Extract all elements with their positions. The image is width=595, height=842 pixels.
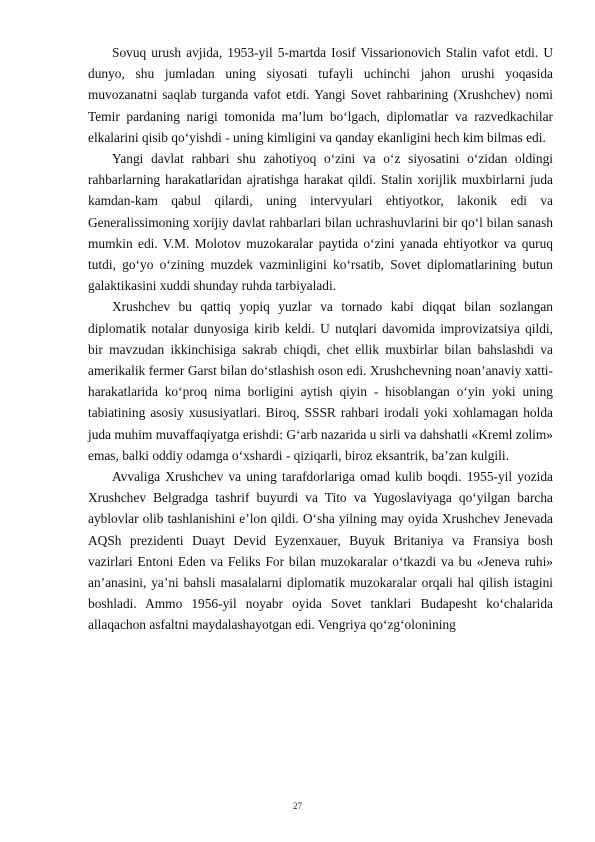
document-body xyxy=(88,42,553,636)
paragraph-new-leader-style: Yangi davlat rahbari shu zahotiyoq o‘zini va o‘z siyosatini o‘zidan oldingi rahbarlarning harakatlaridan ajratishga harakat qildi. Stalin xorijlik muxbirlarni juda kamdan-kam qabul qilardi, uning intervyulari ehtiyotkor, lakonik edi va Generalissimoning xorijiy davlat rahbarlari bilan uchrashuvlarini bir qo‘l bilan sanash mumkin edi. V.M. Molotov muzokaralar paytida o‘zini yanada ehtiyotkor va quruq tutdi, go‘yo o‘zining muzdek vazminligini ko‘rsatib, Sovet diplomatlarining butun galaktikasini xuddi shunday ruhda tarbiyaladi. xyxy=(88,151,553,294)
paragraph-stalin-death: Sovuq urush avjida, 1953-yil 5-martda Iosif Vissarionovich Stalin vafot etdi. U dunyo, shu jumladan uning siyosati tufayli uchinchi jahon urushi yoqasida muvozanatni saqlab turganda vafot etdi. Yangi Sovet rahbarining (Xrushchev) nomi Temir pardaning narigi tomonida ma’lum bo‘lgach, diplomatlar va razvedkachilar elkalarini qisib qo‘yishdi - uning kimligini va qanday ekanligini hech kim bilmas edi. xyxy=(88,45,553,145)
paragraph-khrushchev-diplomacy: Xrushchev bu qattiq yopiq yuzlar va tornado kabi diqqat bilan sozlangan diplomatik notalar dunyosiga kirib keldi. U nutqlari davomida improvizatsiya qildi, bir mavzudan ikkinchisiga sakrab chiqdi, chet ellik muxbirlar bilan bahslashdi va amerikalik fermer Garst bilan do‘stlashish oson edi. Xrushchevning noan’anaviy xatti-harakatlarida ko‘proq nima borligini aytish qiyin - hisoblangan o‘yin yoki uning tabiatining asosiy xususiyatlari. Biroq, SSSR rahbari irodali yoki xohlamagan holda juda muhim muvaffaqiyatga erishdi: G‘arb nazarida u sirli va dahshatli «Kreml zolim» emas, balki oddiy odamga o‘xshardi - qiziqarli, biroz eksantrik, ba’zan kulgili. xyxy=(88,299,553,463)
page-number: 27 xyxy=(293,801,302,811)
paragraph-early-successes: Avvaliga Xrushchev va uning tarafdorlariga omad kulib boqdi. 1955-yil yozida Xrushchev Belgradga tashrif buyurdi va Tito va Yugoslaviyaga qo‘yilgan barcha ayblovlar olib tashlanishini e’lon qildi. O‘sha yilning may oyida Xrushchev Jenevada AQSh prezidenti Duayt Devid Eyzenxauer, Buyuk Britaniya va Fransiya bosh vazirlari Entoni Eden va Feliks For bilan muzokaralar o‘tkazdi va bu «Jeneva ruhi» an’anasini, ya’ni bahsli masalalarni diplomatik muzokaralar orqali hal qilish istagini boshladi. Ammo 1956-yil noyabr oyida Sovet tanklari Budapesht ko‘chalarida allaqachon asfaltni maydalashayotgan edi. Vengriya qo‘zg‘olonining xyxy=(88,469,553,633)
